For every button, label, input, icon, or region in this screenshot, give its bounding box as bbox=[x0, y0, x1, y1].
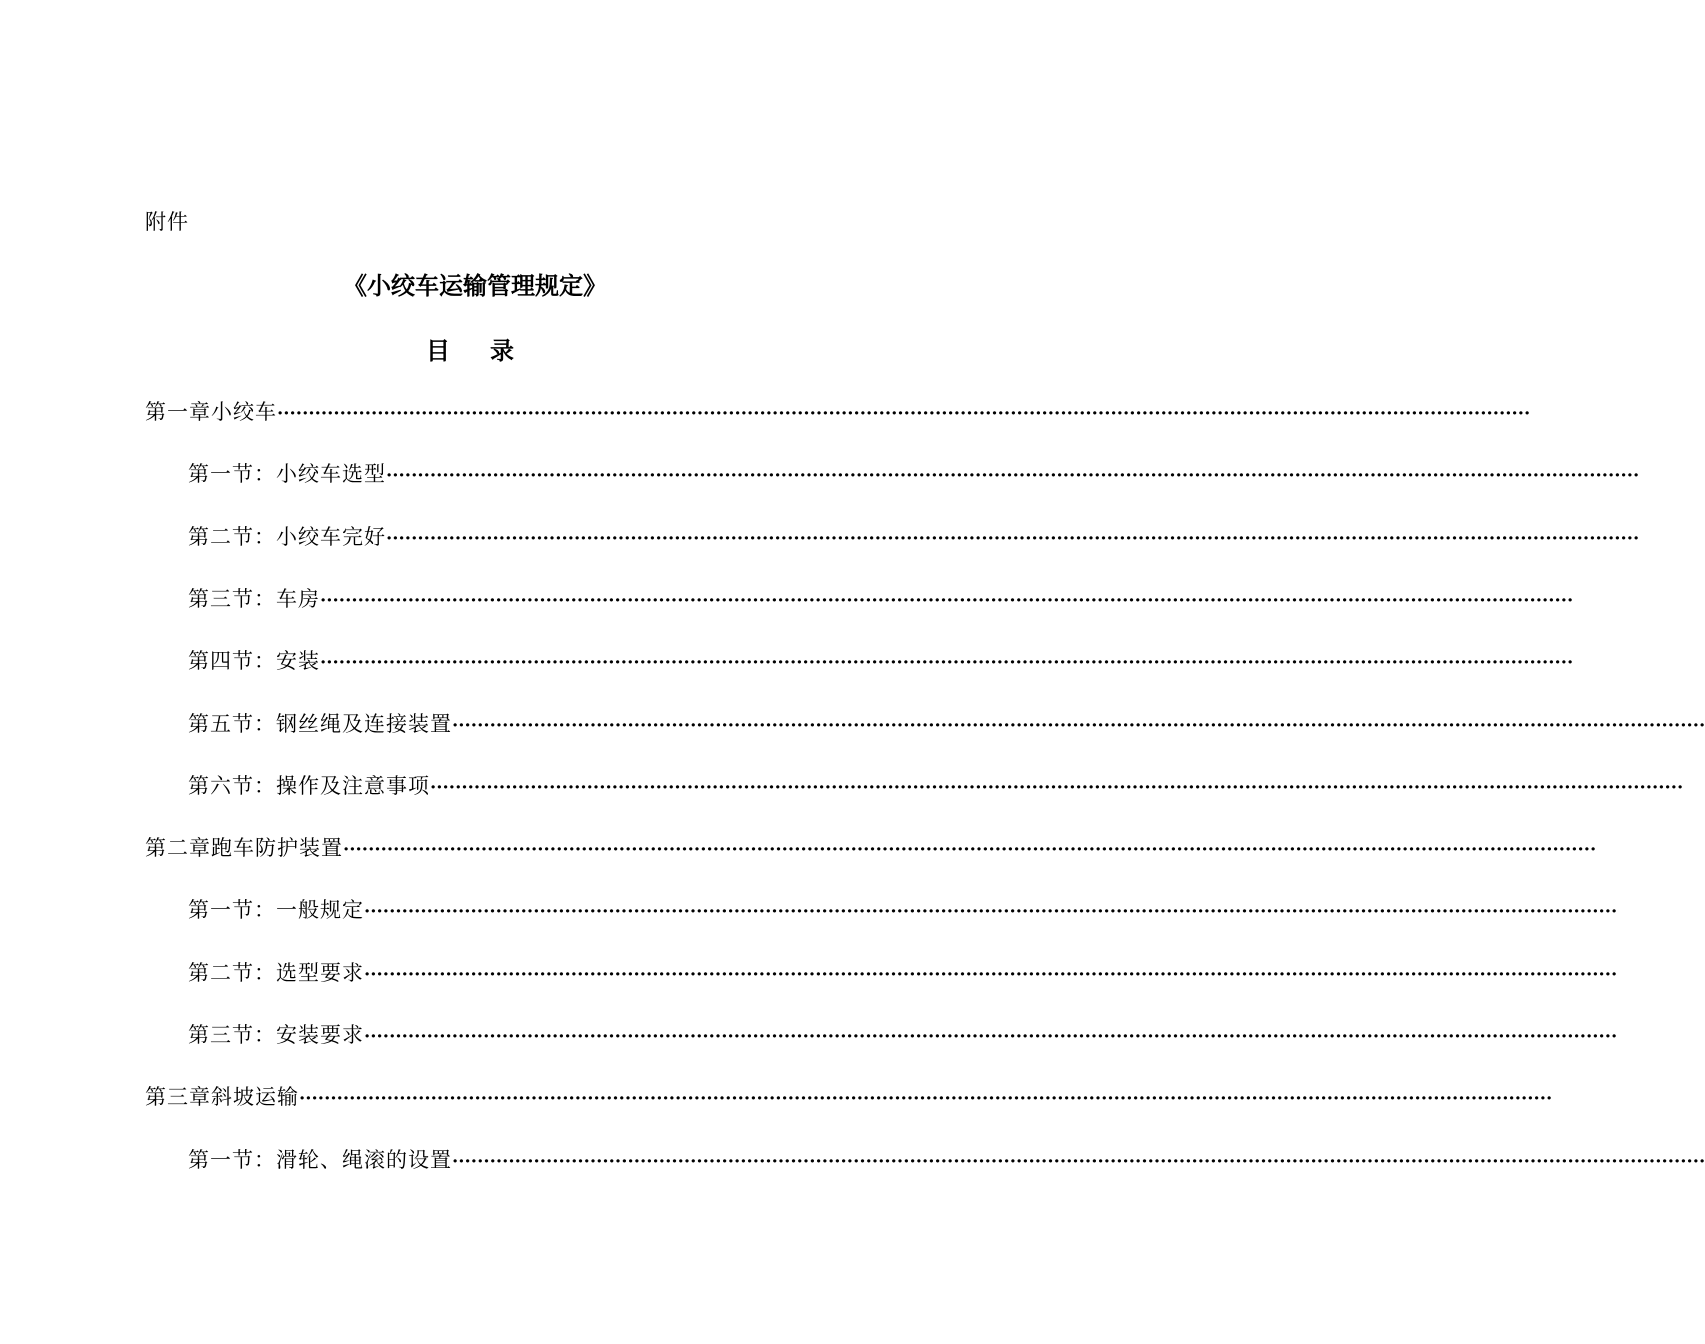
toc-entry-chapter[interactable] bbox=[145, 397, 1531, 429]
toc-entry-number: 第六节： bbox=[188, 774, 276, 798]
toc-entry-title: 小绞车完好 bbox=[276, 525, 386, 549]
document-title: 《小绞车运输管理规定》 bbox=[343, 272, 607, 300]
toc-entry-section[interactable] bbox=[188, 646, 1574, 678]
toc-entry-title: 斜坡运输 bbox=[211, 1085, 299, 1109]
toc-dot-leader: ········································································································································································································ bbox=[320, 652, 1574, 673]
toc-entry-title: 滑轮、绳滚的设置 bbox=[276, 1148, 452, 1172]
toc-entry-title: 车房 bbox=[276, 587, 320, 611]
toc-entry-number: 第一节： bbox=[188, 1148, 276, 1172]
toc-dot-leader: ········································································································································································································ bbox=[277, 403, 1531, 424]
toc-entry-section[interactable] bbox=[188, 459, 1640, 491]
toc-entry-number: 第一章 bbox=[145, 400, 211, 424]
toc-dot-leader: ········································································································································································································ bbox=[343, 839, 1597, 860]
toc-entry-section[interactable] bbox=[188, 1020, 1618, 1052]
toc-dot-leader: ········································································································································································································ bbox=[364, 964, 1618, 985]
toc-entry-title: 安装 bbox=[276, 649, 320, 673]
toc-dot-leader: ········································································································································································································ bbox=[430, 777, 1684, 798]
toc-dot-leader: ········································································································································································································ bbox=[452, 1151, 1705, 1172]
toc-entry-section[interactable] bbox=[188, 771, 1684, 803]
toc-entry-number: 第三节： bbox=[188, 587, 276, 611]
toc-entry-number: 第三章 bbox=[145, 1085, 211, 1109]
toc-heading: 目录 bbox=[426, 337, 554, 365]
toc-entry-chapter[interactable] bbox=[145, 833, 1597, 865]
toc-entry-chapter[interactable] bbox=[145, 1082, 1553, 1114]
attachment-label: 附件 bbox=[145, 210, 189, 234]
toc-entry-number: 第五节： bbox=[188, 712, 276, 736]
toc-entry-number: 第一节： bbox=[188, 898, 276, 922]
toc-entry-title: 操作及注意事项 bbox=[276, 774, 430, 798]
toc-entry-section[interactable] bbox=[188, 958, 1618, 990]
toc-entry-title: 跑车防护装置 bbox=[211, 836, 343, 860]
toc-entry-number: 第二节： bbox=[188, 525, 276, 549]
toc-entry-title: 安装要求 bbox=[276, 1023, 364, 1047]
toc-dot-leader: ········································································································································································································ bbox=[364, 901, 1618, 922]
toc-dot-leader: ········································································································································································································ bbox=[386, 465, 1640, 486]
toc-entry-title: 选型要求 bbox=[276, 961, 364, 985]
toc-entry-title: 一般规定 bbox=[276, 898, 364, 922]
toc-entry-section[interactable] bbox=[188, 895, 1618, 927]
toc-dot-leader: ········································································································································································································ bbox=[452, 715, 1705, 736]
toc-entry-number: 第一节： bbox=[188, 462, 276, 486]
toc-entry-number: 第二节： bbox=[188, 961, 276, 985]
toc-entry-title: 钢丝绳及连接装置 bbox=[276, 712, 452, 736]
toc-entry-section[interactable] bbox=[188, 709, 1705, 741]
toc-dot-leader: ········································································································································································································ bbox=[364, 1026, 1618, 1047]
toc-entry-title: 小绞车选型 bbox=[276, 462, 386, 486]
toc-entry-section[interactable] bbox=[188, 522, 1640, 554]
toc-entry-number: 第三节： bbox=[188, 1023, 276, 1047]
toc-entry-number: 第四节： bbox=[188, 649, 276, 673]
toc-entry-number: 第二章 bbox=[145, 836, 211, 860]
toc-dot-leader: ········································································································································································································ bbox=[386, 528, 1640, 549]
toc-entry-section[interactable] bbox=[188, 1145, 1705, 1177]
toc-dot-leader: ········································································································································································································ bbox=[320, 590, 1574, 611]
toc-entry-section[interactable] bbox=[188, 584, 1574, 616]
toc-dot-leader: ········································································································································································································ bbox=[299, 1088, 1553, 1109]
toc-entry-title: 小绞车 bbox=[211, 400, 277, 424]
